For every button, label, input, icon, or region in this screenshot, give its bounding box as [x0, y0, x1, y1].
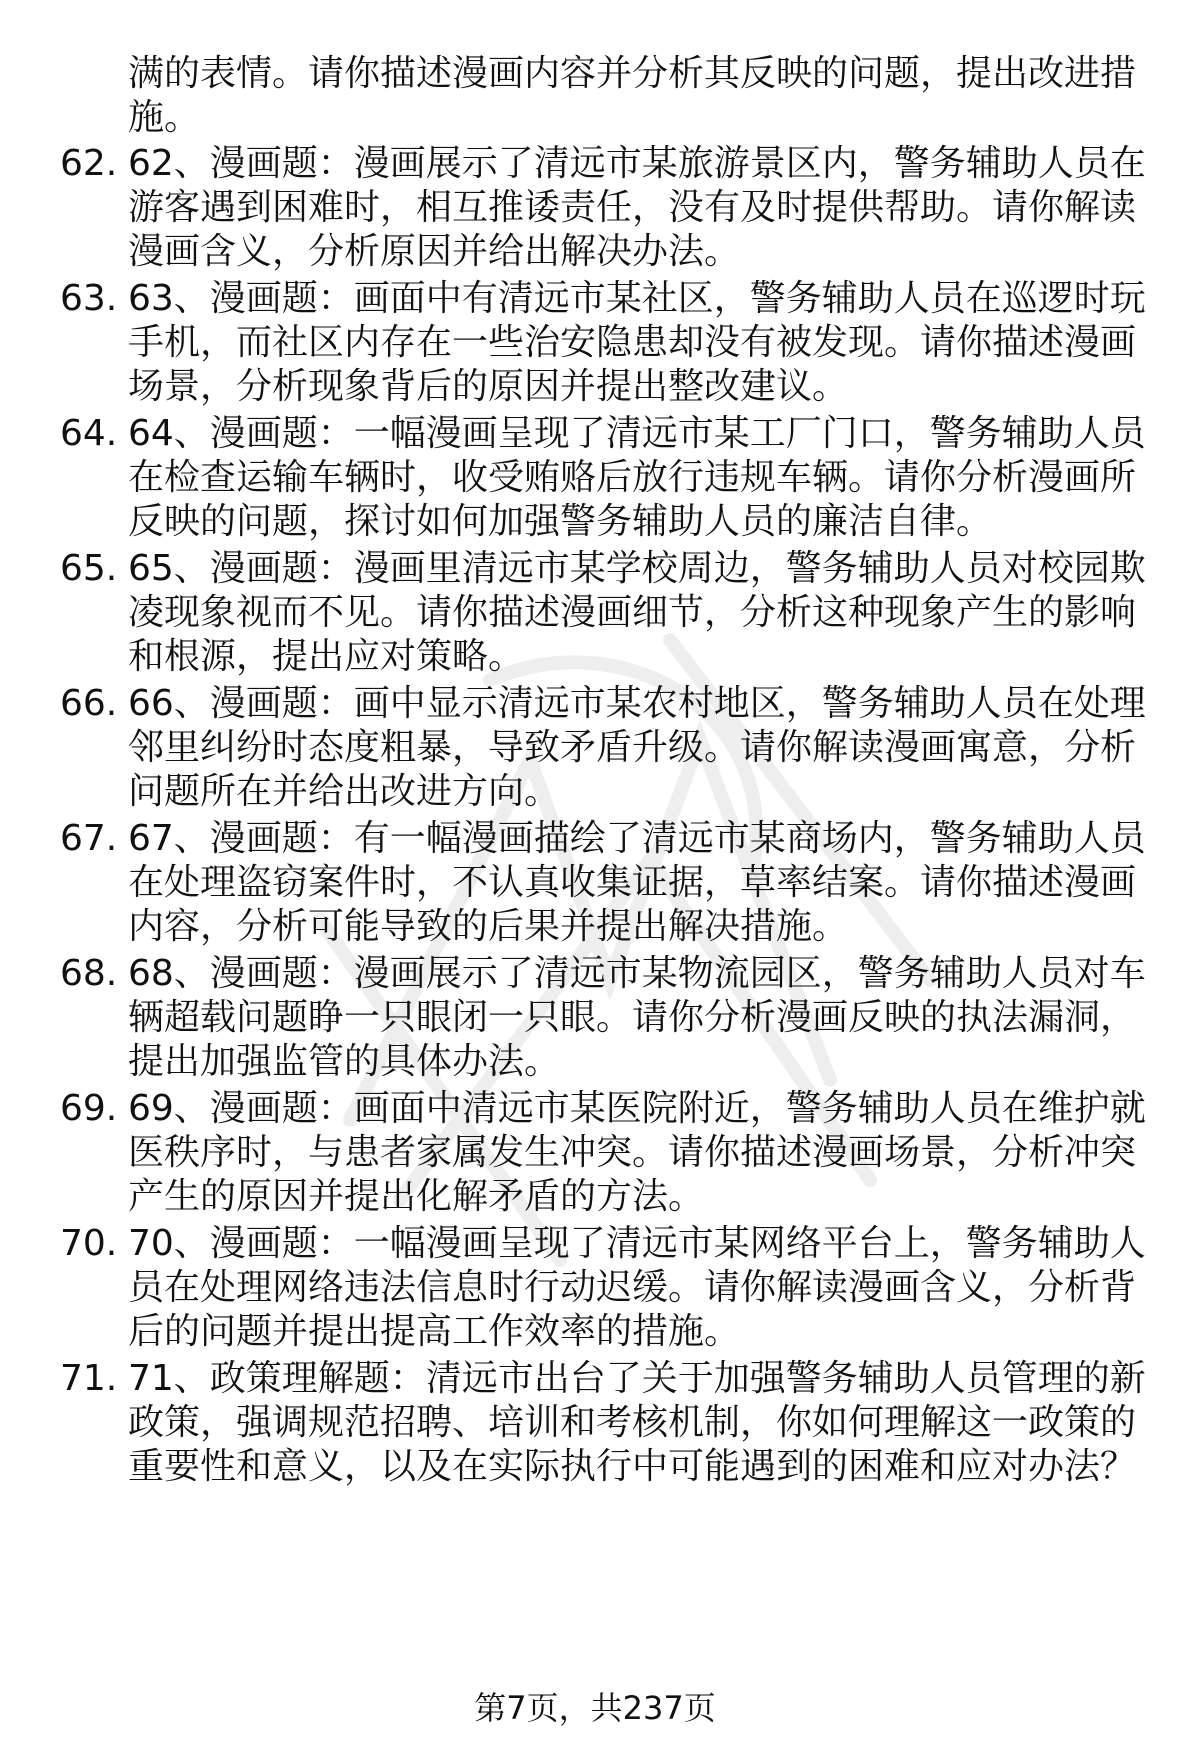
- question-text: 66、漫画题：画中显示清远市某农村地区，警务辅助人员在处理邻里纠纷时态度粗暴，导致矛盾升级。请你解读漫画寓意，分析问题所在并给出改进方向。: [128, 683, 1146, 812]
- question-number: 68.: [60, 953, 118, 994]
- question-text: 70、漫画题：一幅漫画呈现了清远市某网络平台上，警务辅助人员在处理网络违法信息时行动迟缓。请你解读漫画含义，分析背后的问题并提出提高工作效率的措施。: [128, 1223, 1146, 1352]
- question-number: 65.: [60, 548, 118, 589]
- question-number: 63.: [60, 278, 118, 319]
- question-text: 62、漫画题：漫画展示了清远市某旅游景区内，警务辅助人员在游客遇到困难时，相互推诿责任，没有及时提供帮助。请你解读漫画含义，分析原因并给出解决办法。: [128, 143, 1146, 272]
- question-number: 71.: [60, 1358, 118, 1399]
- question-text: 69、漫画题：画面中清远市某医院附近，警务辅助人员在维护就医秩序时，与患者家属发生冲突。请你描述漫画场景，分析冲突产生的原因并提出化解矛盾的方法。: [128, 1088, 1146, 1217]
- question-text: 68、漫画题：漫画展示了清远市某物流园区，警务辅助人员对车辆超载问题睁一只眼闭一只眼。请你分析漫画反映的执法漏洞，提出加强监管的具体办法。: [128, 953, 1146, 1082]
- question-number: 62.: [60, 143, 118, 184]
- question-text: 63、漫画题：画面中有清远市某社区，警务辅助人员在巡逻时玩手机，而社区内存在一些治安隐患却没有被发现。请你描述漫画场景，分析现象背后的原因并提出整改建议。: [128, 278, 1146, 407]
- question-number: 66.: [60, 683, 118, 724]
- question-text: 71、政策理解题：清远市出台了关于加强警务辅助人员管理的新政策，强调规范招聘、培训和考核机制，你如何理解这一政策的重要性和意义，以及在实际执行中可能遇到的困难和应对办法？: [128, 1358, 1146, 1487]
- question-text: 65、漫画题：漫画里清远市某学校周边，警务辅助人员对校园欺凌现象视而不见。请你描述漫画细节，分析这种现象产生的影响和根源，提出应对策略。: [128, 548, 1146, 677]
- continued-paragraph: 满的表情。请你描述漫画内容并分析其反映的问题，提出改进措施。: [128, 53, 1137, 138]
- question-number: 67.: [60, 818, 118, 859]
- question-number: 70.: [60, 1223, 118, 1264]
- question-text: 67、漫画题：有一幅漫画描绘了清远市某商场内，警务辅助人员在处理盗窃案件时，不认真收集证据，草率结案。请你描述漫画内容，分析可能导致的后果并提出解决措施。: [128, 818, 1146, 947]
- question-text: 64、漫画题：一幅漫画呈现了清远市某工厂门口，警务辅助人员在检查运输车辆时，收受贿赂后放行违规车辆。请你分析漫画所反映的问题，探讨如何加强警务辅助人员的廉洁自律。: [128, 413, 1146, 542]
- question-number: 69.: [60, 1088, 118, 1129]
- page-footer: 第7页，共237页: [474, 1689, 716, 1727]
- question-number: 64.: [60, 413, 118, 454]
